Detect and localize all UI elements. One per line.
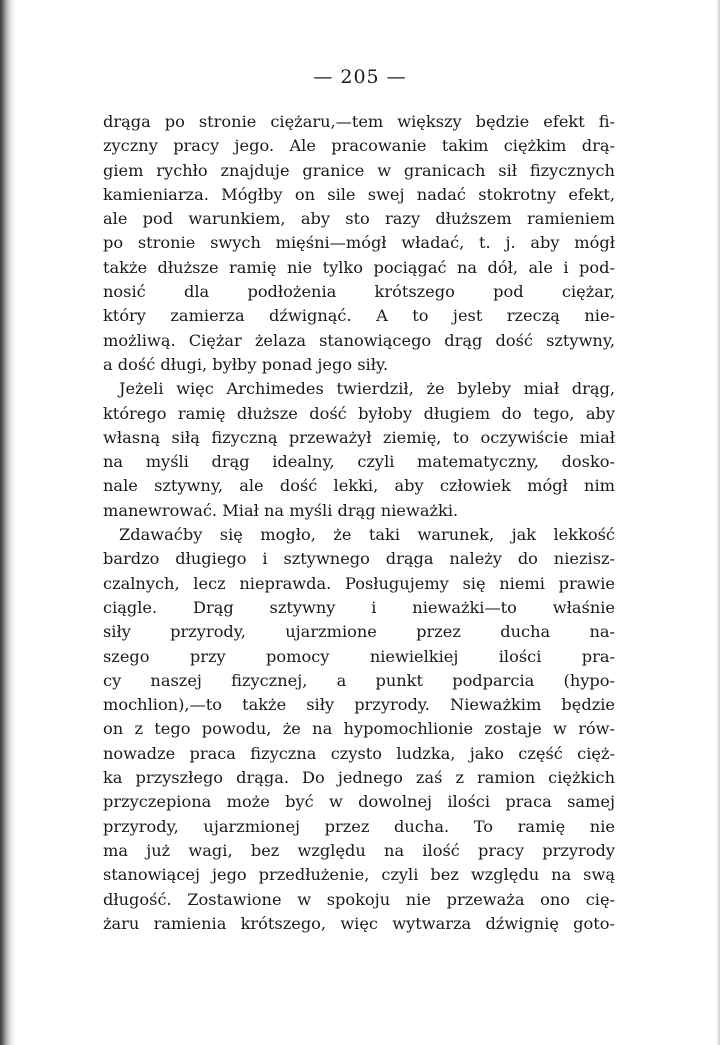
text-line: którego ramię dłuższe dość byłoby długiem do tego, aby <box>103 403 615 423</box>
text-line: mochlion),—to także siły przyrody. Nieważkim będzie <box>103 695 615 715</box>
text-line: bardzo długiego i sztywnego drąga należy do niezisz- <box>103 549 615 569</box>
text-line: siły przyrody, ujarzmione przez ducha na- <box>103 622 615 642</box>
text-line: możliwą. Ciężar żelaza stanowiącego drąg dość sztywny, <box>103 330 615 350</box>
text-line: kamieniarza. Mógłby on sile swej nadać stokrotny efekt, <box>103 184 615 204</box>
text-line: giem rychło znajduje granice w granicach sił fizycznych <box>103 160 615 180</box>
text-line: ciągle. Drąg sztywny i nieważki—to właśnie <box>103 597 615 617</box>
text-line: Jeżeli więc Archimedes twierdził, że byleby miał drąg, <box>119 379 615 399</box>
text-line: stanowiącej jego przedłużenie, czyli bez względu na swą <box>103 865 615 885</box>
text-line: na myśli drąg idealny, czyli matematyczny, dosko- <box>103 452 615 472</box>
body-text <box>103 110 615 936</box>
text-line: nale sztywny, ale dość lekki, aby człowiek mógł nim <box>103 476 615 496</box>
text-line: manewrować. Miał na myśli drąg nieważki. <box>103 500 459 520</box>
text-line: cy naszej fizycznej, a punkt podparcia (hypo- <box>103 670 615 690</box>
text-line: nosić dla podłożenia krótszego pod ciężar, <box>103 282 615 302</box>
text-line: nowadze praca fizyczna czysto ludzka, jako część cięż- <box>103 743 615 763</box>
text-line: po stronie swych mięśni—mógł władać, t. j. aby mógł <box>103 233 615 253</box>
text-line: Zdawaćby się mogło, że taki warunek, jak lekkość <box>119 525 615 545</box>
text-line: który zamierza dźwignąć. A to jest rzeczą nie- <box>103 306 615 326</box>
text-line: ale pod warunkiem, aby sto razy dłuższem ramieniem <box>103 209 615 229</box>
text-line: szego przy pomocy niewielkiej ilości pra- <box>103 646 615 666</box>
text-line: także dłuższe ramię nie tylko pociągać na dół, ale i pod- <box>103 257 615 277</box>
text-line: ka przyszłego drąga. Do jednego zaś z ramion ciężkich <box>103 768 615 788</box>
text-line: ma już wagi, bez względu na ilość pracy przyrody <box>103 840 615 860</box>
text-line: czalnych, lecz nieprawda. Posługujemy się niemi prawie <box>103 573 615 593</box>
page-edge-shadow <box>716 0 720 1045</box>
text-line: własną siłą fizyczną przeważył ziemię, to oczywiście miał <box>103 427 615 447</box>
text-line: żaru ramienia krótszego, więc wytwarza dźwignię goto- <box>103 913 615 933</box>
text-line: a dość długi, byłby ponad jego siły. <box>103 354 389 374</box>
text-line: zyczny pracy jego. Ale pracowanie takim ciężkim drą- <box>103 136 615 156</box>
text-line: przyrody, ujarzmionej przez ducha. To ramię nie <box>103 816 615 836</box>
text-line: przyczepiona może być w dowolnej ilości praca samej <box>103 792 615 812</box>
text-line: długość. Zostawione w spokoju nie przeważa ono cię- <box>103 889 615 909</box>
page-binding-shadow <box>0 0 16 1045</box>
page-number: — 205 — <box>313 66 407 88</box>
text-line: on z tego powodu, że na hypomochlionie zostaje w rów- <box>103 719 615 739</box>
text-line: drąga po stronie ciężaru,—tem większy będzie efekt fi- <box>103 112 615 131</box>
